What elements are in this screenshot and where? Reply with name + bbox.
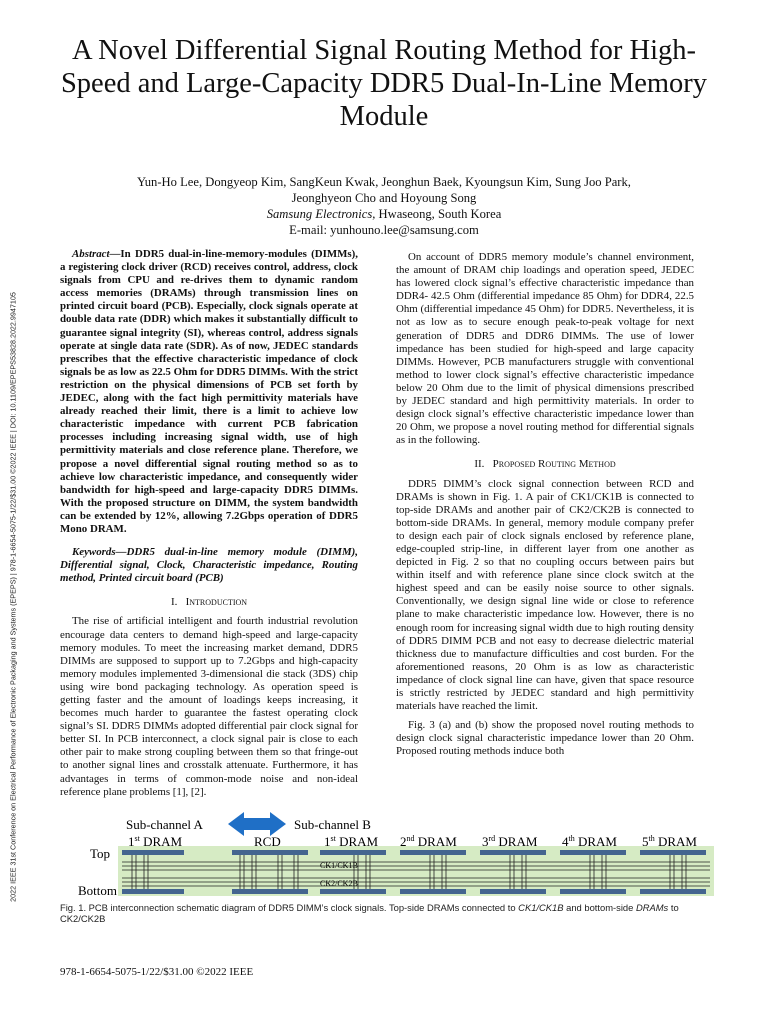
subchannel-a-label: Sub-channel A [126, 817, 203, 832]
keywords [60, 546, 358, 585]
affiliation [60, 206, 708, 222]
rcd-label: RCD [254, 834, 281, 849]
subchannel-b-label: Sub-channel B [294, 817, 371, 832]
fig1-schematic [58, 806, 718, 906]
right-paragraph-1: On account of DDR5 memory module’s channel environment, the amount of DRAM chip loadings and operation speed, JEDEC has lowered clock signal’s effective characteristic impedance than DDR4- 42.5 Ohm (differential impedance 85 Ohm) for DDR4, 22.5 Ohm (differential impedance 45 Ohm) for DDR5. Nevertheless, it is not as low as to secure enough peak-to-peak voltage for next generation of DDR5 and DDR6 DIMMs. The use of lower impedance has been studied for high-speed and large capacity DIMMs. However, PCB manufacturers struggle with conventional method to lower clock signal’s effective characteristic impedance below 20 Ohm due to the limit of physical dimensions prescribed by JEDEC standard and high permittivity materials. In order to design clock signal’s effective characteristic impedance lower than 20 Ohm, we propose a novel routing method for differential signals as in the following. [396, 251, 694, 447]
abstract [60, 248, 358, 536]
keywords-label: Keywords [72, 546, 116, 559]
author-names-line1: Yun-Ho Lee, Dongyeop Kim, SangKeun Kwak, Jeonghun Baek, Kyoungsun Kim, Sung Joo Park, [137, 175, 631, 189]
left-column [60, 248, 358, 799]
dram-b4-label: 4th DRAM [562, 834, 617, 849]
keywords-text: —DDR5 dual-in-line memory module (DIMM), Differential signal, Clock, Characteristic impedance, Routing method, Printed circuit board (PCB) [60, 546, 358, 585]
affiliation-org: Samsung Electronics, [266, 207, 376, 221]
caption-text-2: and bottom-side [563, 902, 636, 913]
author-email: E-mail: yunhouno.lee@samsung.com [289, 223, 479, 237]
right-paragraph-2: DDR5 DIMM’s clock signal connection between RCD and DRAMs is shown in Fig. 1. A pair of CK1/CK1B is connected to top-side DRAMs and another pair of CK2/CK2B is connected to bottom-side DRAMs. In general, memory module company prefer to design each pair of clock signals enclosed by reference plane, edge-coupled strip-line, in different layer from one another as depicted in Fig. 2 so that no coupling occurs between pairs but within itself and with reference plane since clock switch at the highest speed and can be easily noise source to other signals. Conventionally, we design signal line wide or close to reference plane to make characteristic impedance low. However, there is no enough room for increasing signal width due to high routing density of DDR5 DIMM PCB and not easy to decrease dielectric material thickness due to manufacture difficulties and cost burden. For the aforementioned reasons, 20 Ohm is as low as characteristic impedance of clock signal line can have, given that space resource is strictly restricted by JEDEC standard and high permittivity materials have reached the limit. [396, 477, 694, 713]
ck2-label: CK2/CK2B [320, 879, 358, 888]
paper-title: A Novel Differential Signal Routing Method for High-Speed and Large-Capacity DDR5 Dual-In-Line Memory Module [60, 35, 708, 132]
caption-text-3: to CK2/CK2B [60, 902, 679, 924]
subchannel-arrow [228, 812, 286, 836]
author-block [60, 174, 708, 238]
section-heading-introduction [60, 596, 358, 609]
caption-ck1: CK1/CK1B [518, 902, 564, 913]
author-names-line2: Jeonghyeon Cho and Hoyoung Song [291, 191, 477, 205]
conference-doi-text: 2022 IEEE 31st Conference on Electrical Performance of Electronic Packaging and Systems (EPEPS) | 978-1-6654-5075-1/22/$31.00 ©2022 IEEE | DOI: 10.1109/EPEPS53828.2022.9947105 [8, 292, 18, 902]
copyright-footer: 978-1-6654-5075-1/22/$31.00 ©2022 IEEE [60, 966, 254, 978]
label-top: Top [90, 846, 111, 861]
dram-a1-label: 1st DRAM [128, 834, 183, 849]
dram-b1-label: 1st DRAM [324, 834, 379, 849]
abstract-text: —In DDR5 dual-in-line-memory-modules (DIMMs), a registering clock driver (RCD) receives control, address, clock signals from CPU and re-drives them to dynamic random access memories (DRAMs) through transmission lines on printed circuit board (PCB). Especially, clock signals operate at double data rate (DDR) which makes it substantially difficult to guarantee signal integrity (SI), whereas control, address signals operate at single data rate (SDR). As of now, JEDEC standards prescribes that the effective characteristic impedance of clock signals be as low as 22.5 Ohm for DDR5 DIMMs. With the strict restriction on the physical dimensions of PCB set forth by JEDEC, along with the fact high permittivity materials have already reached their limit, there is a limit to achieve low characteristic impedance with current PCB fabrication processes including increasing signal width, use of high permittivity materials and close reference plane. Therefore, we propose a novel differential signal routing method so as to achieve low characteristic impedance, and consequently wider bandwidth for high-speed and large-capacity DDR5 DIMMs. With the proposed structure on DIMM, the system bandwidth can be extended by 12%, allowing 7.2Gbps operation of DDR5 Mono DRAM. [60, 248, 358, 535]
right-paragraph-3: Fig. 3 (a) and (b) show the proposed novel routing methods to design clock signal characteristic impedance lower than 20 Ohm. Proposed routing methods induce both [396, 719, 694, 758]
dram-b3-label: 3rd DRAM [482, 834, 538, 849]
section-title: Introduction [185, 596, 248, 609]
conference-sidebar [6, 212, 20, 982]
caption-drams: DRAMs [635, 902, 669, 913]
abstract-label: Abstract [72, 248, 110, 260]
dram-b5-label: 5th DRAM [642, 834, 697, 849]
section-heading-proposed [396, 458, 694, 471]
introduction-paragraph: The rise of artificial intelligent and fourth industrial revolution encourage data centers to demand high-speed and large-capacity memory modules. To meet the increasing market demand, DDR5 DIMMs are supposed to support up to 7.2Gbps and high-capacity memory modules implemented 3-dimensional die stack (3DS) chip using wire bond packaging technology. As operation speed is getting faster and the amount of loadings keeps increasing, it becomes much harder to guarantee the fastest operating clock signal’s SI. DDR5 DIMMs adopted differential pair clock signal for better SI. In PCB interconnect, a clock signal pair is close to each other pair to make strong coupling between them so that fringe-out to another signal lines and crosstalk attenuate. Furthermore, it has advantages in terms of common-mode noise and non-ideal reference plane problems [1], [2]. [60, 615, 358, 798]
section-title: Proposed Routing Method [492, 458, 616, 471]
section-number: I. [170, 596, 178, 609]
caption-text: Fig. 1. PCB interconnection schematic diagram of DDR5 DIMM’s clock signals. Top-side DRAMs connected to [60, 902, 519, 913]
label-bottom: Bottom [78, 883, 118, 898]
section-number: II. [474, 458, 485, 471]
right-column [396, 248, 694, 758]
dram-b2-label: 2nd DRAM [400, 834, 457, 849]
affiliation-location: Hwaseong, South Korea [375, 207, 502, 221]
fig1-caption [60, 902, 710, 924]
ck1-label: CK1/CK1B [320, 861, 358, 870]
